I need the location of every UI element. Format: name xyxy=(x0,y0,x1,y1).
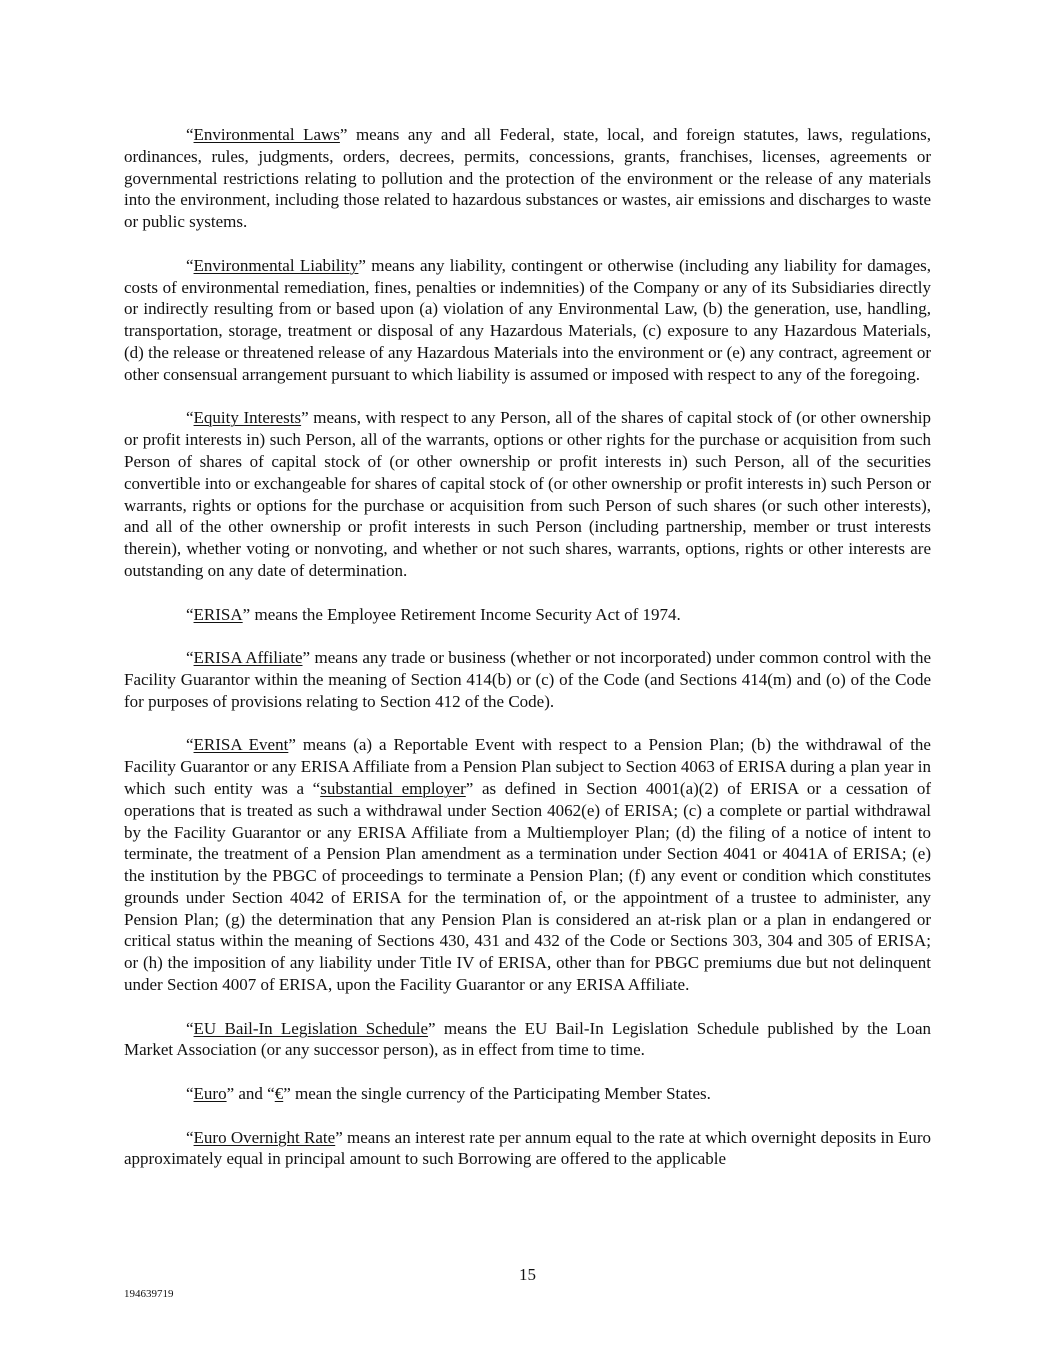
defined-term: ERISA Event xyxy=(193,735,289,755)
definition-equity-interests xyxy=(124,407,931,581)
definition-connector: ” and “ xyxy=(226,1084,275,1104)
definition-text: ” means any and all Federal, state, local, and foreign statutes, laws, regulations, ordinances, rules, judgments, orders, decrees, permits, concessions, grants, franchises, licenses, agreements or governmental restrictions relating to pollution and the protection of the environment or the release of any materials into the environment, including those related to hazardous substances or wastes, air emissions and discharges to waste or public systems. xyxy=(124,125,931,232)
defined-term: ERISA xyxy=(193,604,243,624)
definition-erisa-event xyxy=(124,734,931,996)
definition-text: ” means any trade or business (whether or not incorporated) under common control with the Facility Guarantor within the meaning of Section 414(b) or (c) of the Code (and Sections 414(m) and (o) of the Code for purposes of provisions relating to Section 412 of the Code). xyxy=(124,648,932,711)
open-quote: “ xyxy=(186,1127,194,1147)
open-quote: “ xyxy=(186,1018,194,1038)
page-number: 15 xyxy=(519,1265,536,1284)
defined-term: Equity Interests xyxy=(193,408,302,428)
inline-defined-term: substantial employer xyxy=(320,778,466,798)
definition-text: ” means the Employee Retirement Income Security Act of 1974. xyxy=(242,604,681,624)
open-quote: “ xyxy=(186,408,194,428)
definition-erisa-affiliate xyxy=(124,647,931,712)
definition-text: ” mean the single currency of the Participating Member States. xyxy=(283,1084,711,1104)
open-quote: “ xyxy=(186,604,194,624)
definition-environmental-liability xyxy=(124,255,931,386)
open-quote: “ xyxy=(186,1084,194,1104)
definition-text: ” means (a) a Reportable Event with respect to a Pension Plan; (b) the withdrawal of the Facility Guarantor or any ERISA Affiliate from a Pension Plan subject to Section 4063 of ERISA during a plan year in which such entity was a “ xyxy=(124,735,931,798)
open-quote: “ xyxy=(186,735,194,755)
open-quote: “ xyxy=(186,255,194,275)
definition-euro-overnight-rate xyxy=(124,1127,931,1171)
definition-erisa xyxy=(124,604,931,626)
definition-euro xyxy=(124,1083,931,1105)
defined-term: Euro Overnight Rate xyxy=(193,1127,336,1147)
open-quote: “ xyxy=(186,648,194,668)
definition-eu-bail-in-schedule xyxy=(124,1018,931,1062)
open-quote: “ xyxy=(186,125,194,144)
defined-term: Euro xyxy=(193,1084,227,1104)
definition-text: ” means the EU Bail-In Legislation Schedule published by the Loan Market Association (or any successor person), as in effect from time to time. xyxy=(124,1018,931,1060)
defined-term: ERISA Affiliate xyxy=(193,648,303,668)
definition-environmental-laws xyxy=(124,124,931,233)
defined-term: Environmental Laws xyxy=(193,125,340,144)
definition-text-continued: ” as defined in Section 4001(a)(2) of ERISA or a cessation of operations that is treated as such a withdrawal under Section 4062(e) of ERISA; (c) a complete or partial withdrawal by the Facility Guarantor or any ERISA Affiliate from a Multiemployer Plan; (d) the filing of a notice of intent to terminate, the treatment of a Pension Plan amendment as a termination under Section 4041 or 4041A of ERISA; (e) the institution by the PBGC of proceedings to terminate a Pension Plan; (f) any event or condition which constitutes grounds under Section 4042 of ERISA for the termination of, or the appointment of a trustee to administer, any Pension Plan; (g) the determination that any Pension Plan is considered an at-risk plan or a plan in endangered or critical status within the meaning of Sections 430, 431 and 432 of the Code or Sections 303, 304 and 305 of ERISA; or (h) the imposition of any liability under Title IV of ERISA, other than for PBGC premiums due but not delinquent under Section 4007 of ERISA, upon the Facility Guarantor or any ERISA Affiliate. xyxy=(124,778,932,995)
definition-text: ” means an interest rate per annum equal to the rate at which overnight deposits in Euro approximately equal in principal amount to such Borrowing are offered to the applicable xyxy=(124,1127,931,1169)
euro-symbol-term: € xyxy=(274,1084,284,1104)
definition-text: ” means any liability, contingent or otherwise (including any liability for damages, costs of environmental remediation, fines, penalties or indemnities) of the Company or any of its Subsidiaries directly or indirectly resulting from or based upon (a) violation of any Environmental Law, (b) the generation, use, handling, transportation, storage, treatment or disposal of any Hazardous Materials, (c) exposure to any Hazardous Materials, (d) the release or threatened release of any Hazardous Materials into the environment or (e) any contract, agreement or other consensual arrangement pursuant to which liability is assumed or imposed with respect to any of the foregoing. xyxy=(124,255,932,384)
document-id: 194639719 xyxy=(124,1288,174,1300)
document-page xyxy=(124,124,931,1192)
definition-text: ” means, with respect to any Person, all of the shares of capital stock of (or other ownership or profit interests in) such Person, all of the warrants, options or other rights for the purchase or acquisition from such Person of shares of capital stock of (or other ownership or profit interests in) such Person, all of the securities convertible into or exchangeable for shares of capital stock of (or other ownership or profit interests in) such Person or warrants, rights or options for the purchase or acquisition from such Person of such shares (or such other interests), and all of the other ownership or profit interests in such Person (including partnership, member or trust interests therein), whether voting or nonvoting, and whether or not such shares, warrants, options, rights or other interests are outstanding on any date of determination. xyxy=(124,408,932,580)
defined-term: EU Bail-In Legislation Schedule xyxy=(193,1018,429,1038)
defined-term: Environmental Liability xyxy=(193,255,359,275)
